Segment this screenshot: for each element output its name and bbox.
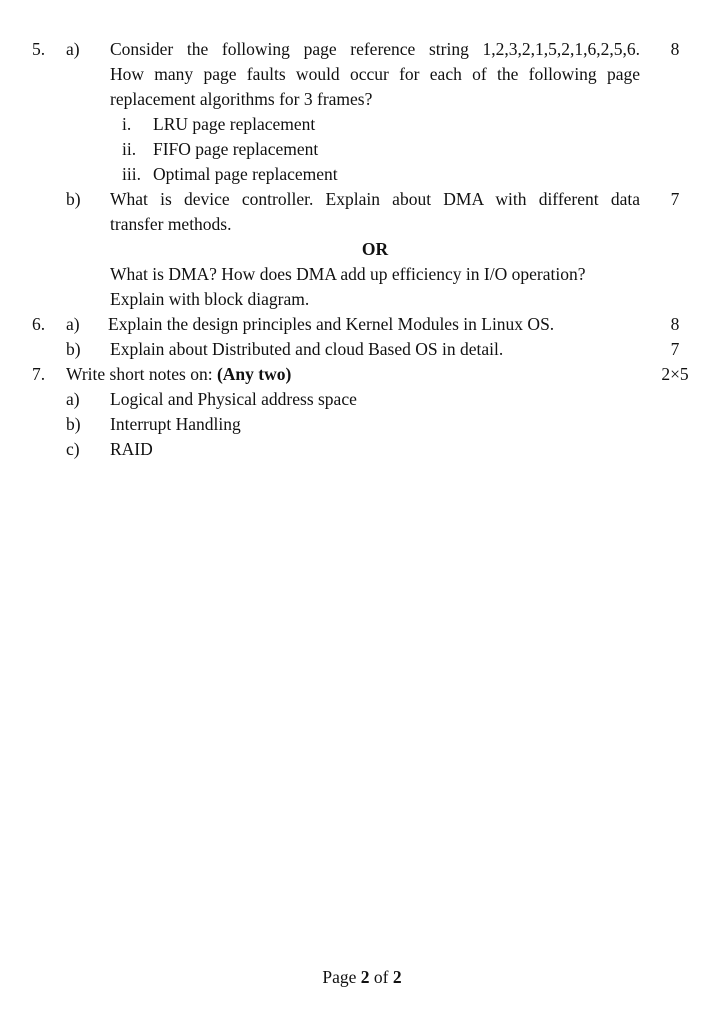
q5-alt-line-1: What is DMA? How does DMA add up efficiency in I/O operation? <box>110 264 586 284</box>
q5b-line-2: transfer methods. <box>110 214 232 234</box>
q5a-item-2-num: ii. <box>122 139 137 159</box>
q5a-line-3: replacement algorithms for 3 frames? <box>110 89 373 109</box>
q5a-line-2: How many page faults would occur for each of the following page <box>110 64 640 84</box>
q6-number: 6. <box>32 314 46 334</box>
footer-current-page: 2 <box>360 967 370 987</box>
q5b-marks: 7 <box>670 189 680 209</box>
q7a-text: Logical and Physical address space <box>110 389 357 409</box>
q7-emphasis: (Any two) <box>216 364 292 384</box>
q7-marks: 2×5 <box>661 364 689 384</box>
q7b-text: Interrupt Handling <box>110 414 241 434</box>
q7c-text: RAID <box>110 439 153 459</box>
page-footer <box>262 966 462 988</box>
q5a-item-1-num: i. <box>122 114 132 134</box>
q7-heading <box>66 363 291 385</box>
q7c-label: c) <box>66 439 80 459</box>
q5-number: 5. <box>32 39 46 59</box>
q7-text: Write short notes on: <box>66 364 217 384</box>
q6b-marks: 7 <box>670 339 680 359</box>
q7a-label: a) <box>66 389 80 409</box>
footer-total-pages: 2 <box>392 967 402 987</box>
q5a-item-3-num: iii. <box>122 164 141 184</box>
q5a-item-2-text: FIFO page replacement <box>153 139 319 159</box>
q6a-label: a) <box>66 314 80 334</box>
q5a-label: a) <box>66 39 80 59</box>
or-divider: OR <box>361 239 389 259</box>
q5b-line-1: What is device controller. Explain about DMA with different data <box>110 189 640 209</box>
q6a-text: Explain the design principles and Kernel Modules in Linux OS. <box>108 314 555 334</box>
q5b-label: b) <box>66 189 81 209</box>
q5a-line-1: Consider the following page reference string 1,2,3,2,1,5,2,1,6,2,5,6. <box>110 39 640 59</box>
q5a-item-1-text: LRU page replacement <box>153 114 316 134</box>
q7b-label: b) <box>66 414 81 434</box>
q6a-marks: 8 <box>670 314 680 334</box>
q5-alt-line-2: Explain with block diagram. <box>110 289 310 309</box>
footer-middle: of <box>369 967 393 987</box>
q6b-text: Explain about Distributed and cloud Based OS in detail. <box>110 339 504 359</box>
q5a-item-3-text: Optimal page replacement <box>153 164 338 184</box>
footer-prefix: Page <box>322 967 361 987</box>
q6b-label: b) <box>66 339 81 359</box>
q7-number: 7. <box>32 364 46 384</box>
q5a-marks: 8 <box>670 39 680 59</box>
